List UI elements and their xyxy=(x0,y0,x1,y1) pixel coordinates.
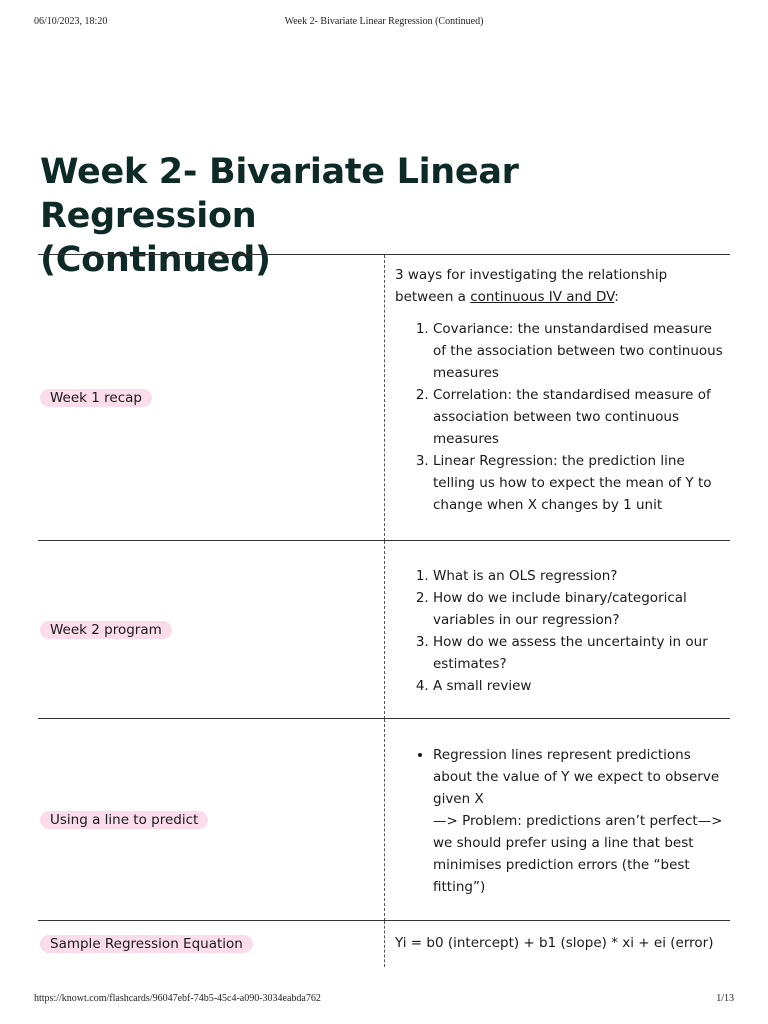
term-cell xyxy=(38,921,384,967)
flashcard-sample-regression-equation xyxy=(38,920,730,967)
definition-list xyxy=(395,318,724,516)
list-item: 4. A small review xyxy=(433,675,724,697)
list-item: 2. Correlation: the standardised measure of association between two continuous measures xyxy=(433,384,724,450)
definition-bullet-list xyxy=(395,744,724,898)
definition-text xyxy=(395,565,724,697)
definition-cell xyxy=(384,719,730,921)
term-label: Week 1 recap xyxy=(40,389,152,407)
term-cell xyxy=(38,255,384,541)
list-item: 1. What is an OLS regression? xyxy=(433,565,724,587)
term-cell xyxy=(38,719,384,921)
definition-cell xyxy=(384,255,730,541)
bullet-line-2: —> Problem: predictions aren’t perfect—> we should prefer using a line that best minimises prediction errors (the “best fitting”) xyxy=(433,813,723,895)
definition-link[interactable]: continuous IV and DV xyxy=(470,289,615,305)
print-footer xyxy=(34,993,734,1009)
term-label: Using a line to predict xyxy=(40,811,208,829)
list-item: 2. How do we include binary/categorical variables in our regression? xyxy=(433,587,724,631)
definition-text xyxy=(395,744,724,898)
flashcard-list xyxy=(38,254,730,966)
flashcard-week-2-program xyxy=(38,540,730,719)
print-header xyxy=(34,16,734,32)
definition-text xyxy=(395,264,724,516)
definition-text: Yi = b0 (intercept) + b1 (slope) * xi + ei (error) xyxy=(395,935,714,951)
list-item xyxy=(433,744,724,898)
bullet-line-1: Regression lines represent predictions about the value of Y we expect to observe given X xyxy=(433,747,720,807)
flashcard-using-a-line-to-predict xyxy=(38,718,730,921)
term-label: Sample Regression Equation xyxy=(40,935,253,953)
page-number: 1/13 xyxy=(716,993,734,1004)
print-doc-title: Week 2- Bivariate Linear Regression (Continued) xyxy=(284,16,484,27)
list-item: 1. Covariance: the unstandardised measure of the association between two continuous measures xyxy=(433,318,724,384)
print-url[interactable]: https://knowt.com/flashcards/96047ebf-74b5-45c4-a090-3034eabda762 xyxy=(34,993,321,1004)
term-cell xyxy=(38,541,384,719)
definition-cell xyxy=(384,541,730,719)
page-title-line2: (Continued) xyxy=(40,240,271,280)
flashcard-week-1-recap xyxy=(38,254,730,541)
term-label: Week 2 program xyxy=(40,621,172,639)
definition-cell xyxy=(384,921,730,967)
definition-intro: 3 ways for investigating the relationship between a continuous IV and DV: xyxy=(395,267,668,305)
print-date: 06/10/2023, 18:20 xyxy=(34,16,108,27)
page-title-line1: Week 2- Bivariate Linear Regression xyxy=(40,152,519,236)
list-item: 3. Linear Regression: the prediction line telling us how to expect the mean of Y to change when X changes by 1 unit xyxy=(433,450,724,516)
list-item: 3. How do we assess the uncertainty in our estimates? xyxy=(433,631,724,675)
definition-list xyxy=(395,565,724,697)
